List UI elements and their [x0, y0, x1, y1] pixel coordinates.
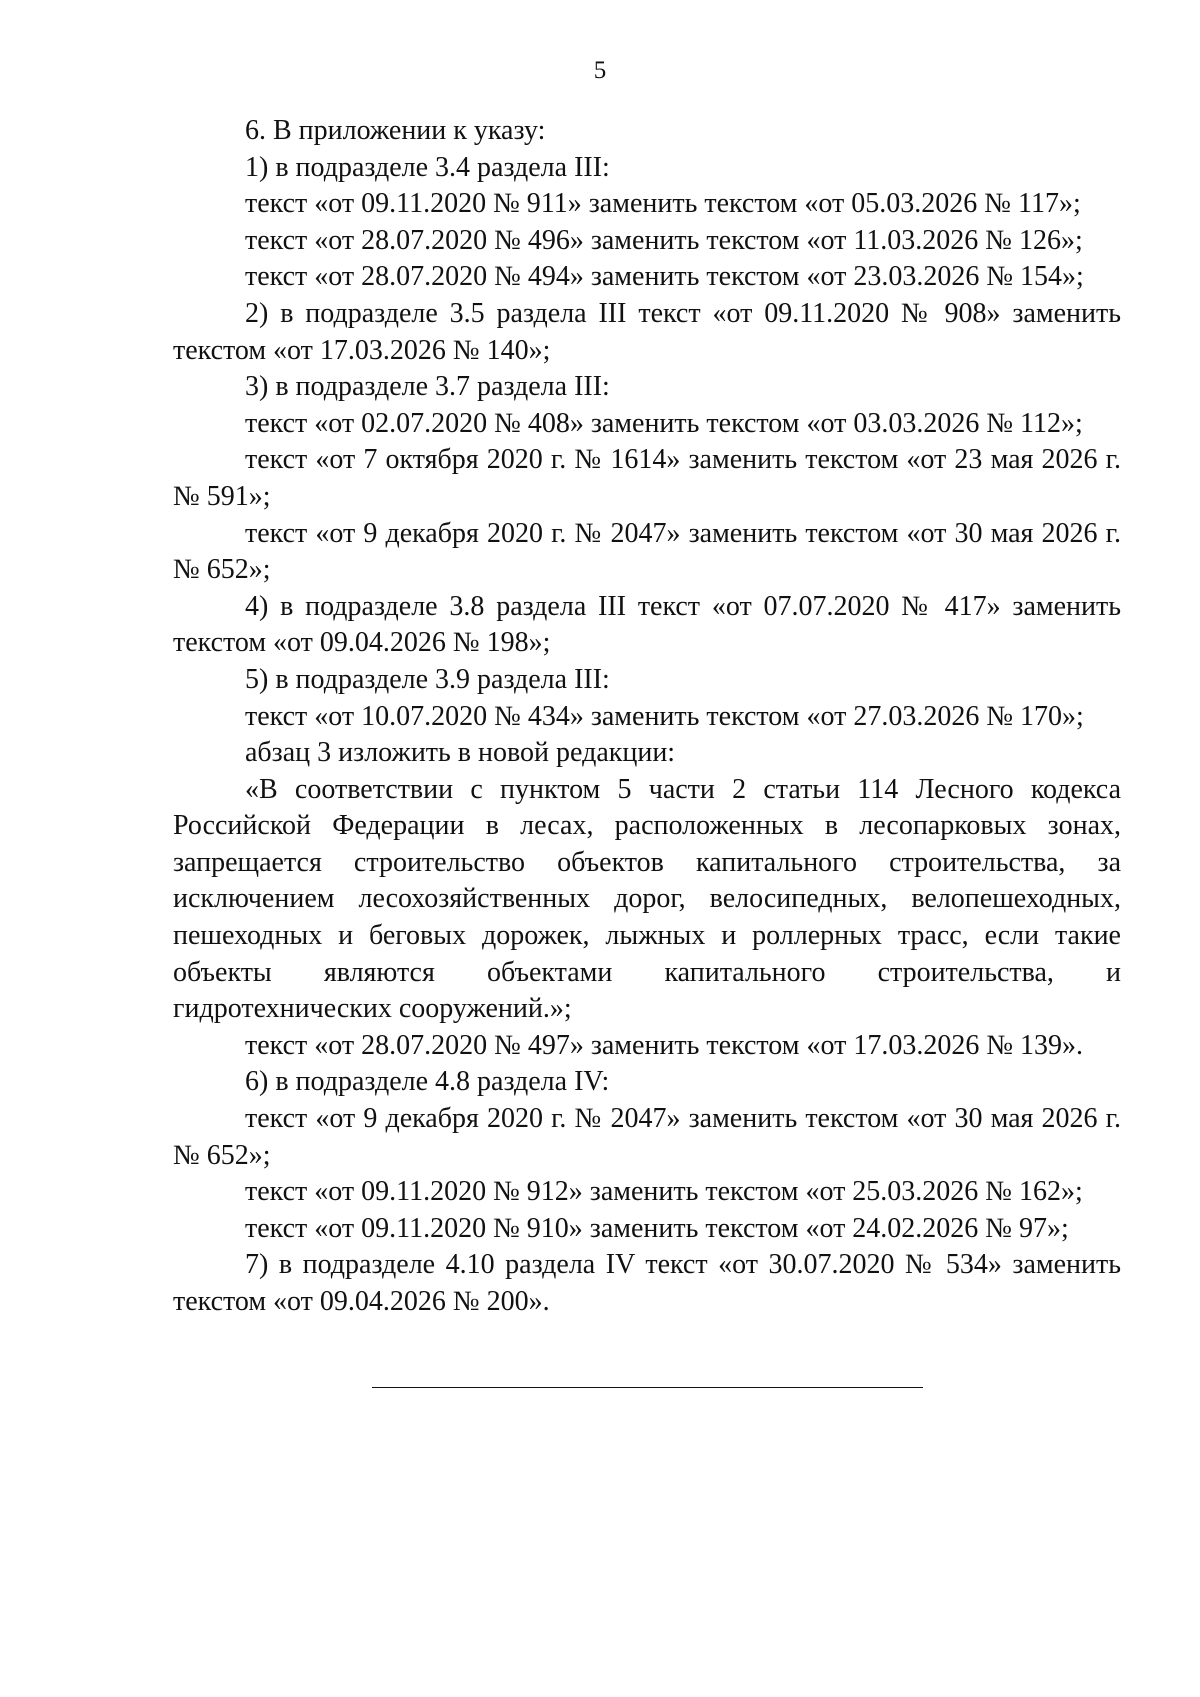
paragraph-replacement: текст «от 28.07.2020 № 494» заменить текстом «от 23.03.2026 № 154»;	[245, 261, 1084, 293]
paragraph-replacement: текст «от 28.07.2020 № 497» заменить текстом «от 17.03.2026 № 139».	[245, 1029, 1084, 1061]
end-separator-line	[372, 1387, 923, 1388]
paragraph-subitem-5: 5) в подразделе 3.9 раздела III:	[245, 663, 610, 695]
paragraph-replacement: текст «от 10.07.2020 № 434» заменить текстом «от 27.03.2026 № 170»;	[245, 700, 1084, 732]
paragraph-replacement: текст «от 9 декабря 2020 г. № 2047» заменить текстом «от 30 мая 2026 г. № 652»;	[173, 517, 1121, 586]
paragraph-subitem-7: 7) в подразделе 4.10 раздела IV текст «от 30.07.2020 № 534» заменить текстом «от 09.04.2026 № 200».	[173, 1249, 1121, 1317]
paragraph-replacement: текст «от 09.11.2020 № 912» заменить текстом «от 25.03.2026 № 162»;	[245, 1176, 1083, 1208]
paragraph-quoted-text: «В соответствии с пунктом 5 части 2 статьи 114 Лесного кодекса Российской Федерации в лесах, расположенных в лесопарковых зонах, запрещается строительство объектов капитального строительства, за исключением лесохозяйственных дорог, велосипедных, велопешеходных, пешеходных и беговых дорожек, лыжных и роллерных трасс, если такие объекты являются объектами капитального строительства, и гидротехнических сооружений.»;	[173, 773, 1121, 1025]
paragraph-replacement: текст «от 09.11.2020 № 911» заменить текстом «от 05.03.2026 № 117»;	[245, 188, 1081, 220]
paragraph-subitem-3: 3) в подразделе 3.7 раздела III:	[245, 371, 610, 403]
paragraph-replacement: текст «от 02.07.2020 № 408» заменить текстом «от 03.03.2026 № 112»;	[245, 407, 1083, 439]
paragraph-replacement: текст «от 09.11.2020 № 910» заменить текстом «от 24.02.2026 № 97»;	[245, 1212, 1069, 1244]
document-body	[173, 113, 1121, 1321]
paragraph-replacement: текст «от 28.07.2020 № 496» заменить текстом «от 11.03.2026 № 126»;	[245, 224, 1083, 256]
paragraph-subitem-1: 1) в подразделе 3.4 раздела III:	[245, 151, 610, 183]
paragraph-replacement: текст «от 7 октября 2020 г. № 1614» заменить текстом «от 23 мая 2026 г. № 591»;	[173, 444, 1121, 512]
paragraph-new-wording: абзац 3 изложить в новой редакции:	[245, 737, 676, 769]
paragraph-subitem-2: 2) в подразделе 3.5 раздела III текст «от 09.11.2020 № 908» заменить текстом «от 17.03.2026 № 140»;	[173, 297, 1121, 366]
page-number: 5	[593, 57, 607, 84]
paragraph-subitem-6: 6) в подразделе 4.8 раздела IV:	[245, 1066, 610, 1098]
paragraph-item-6-heading: 6. В приложении к указу:	[245, 115, 546, 146]
paragraph-replacement: текст «от 9 декабря 2020 г. № 2047» заменить текстом «от 30 мая 2026 г. № 652»;	[173, 1103, 1121, 1171]
paragraph-subitem-4: 4) в подразделе 3.8 раздела III текст «от 07.07.2020 № 417» заменить текстом «от 09.04.2026 № 198»;	[173, 590, 1121, 659]
